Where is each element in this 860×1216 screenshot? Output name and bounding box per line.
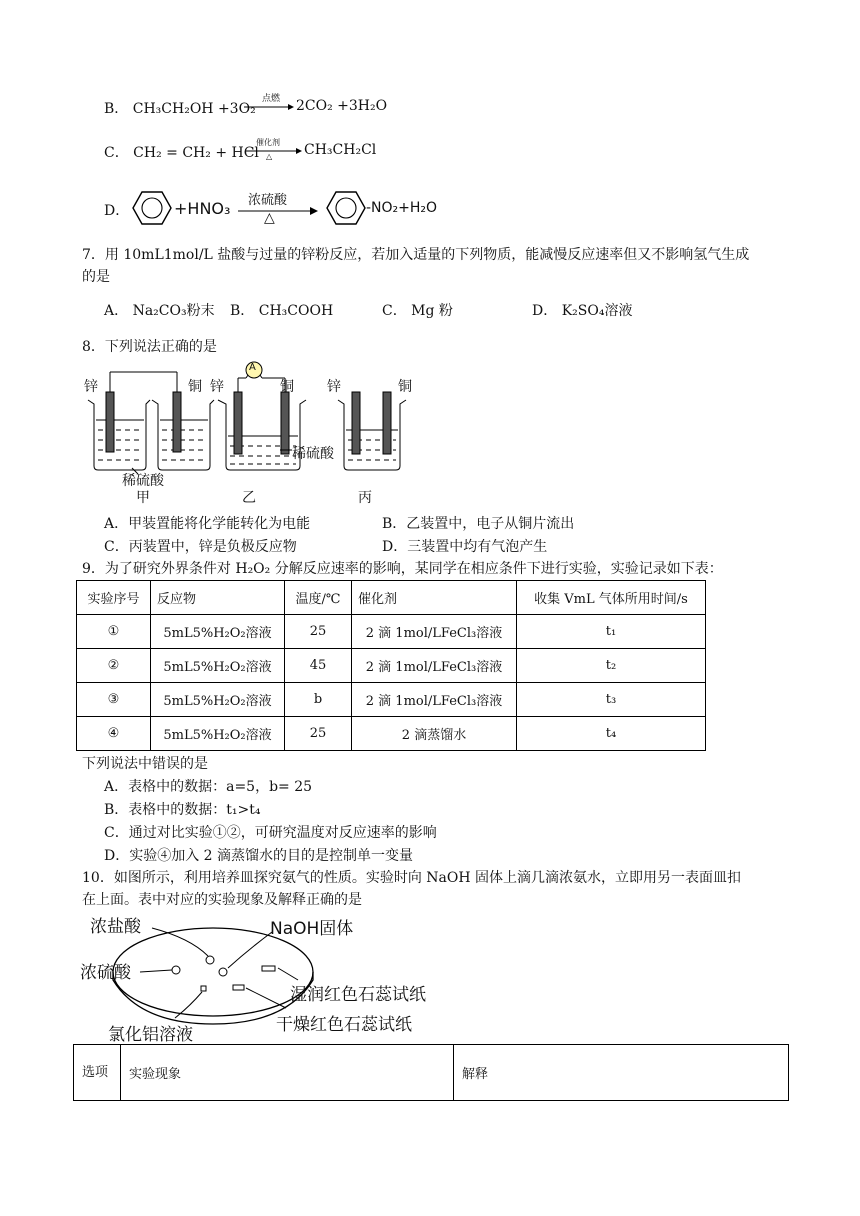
q8-name-yi: 乙 bbox=[242, 490, 256, 506]
q8-bing-cu-label: 铜 bbox=[398, 379, 412, 395]
q7-d-text: K₂SO₄溶液 bbox=[561, 303, 633, 319]
benzene-ring-icon bbox=[132, 190, 172, 226]
q6-d-label: D． bbox=[104, 203, 130, 219]
q7-a-label: A． bbox=[104, 303, 129, 319]
q9-option-a: A．表格中的数据：a=5，b= 25 bbox=[104, 779, 313, 795]
table-header-row bbox=[77, 581, 706, 615]
q8-yi-zn-label: 锌 bbox=[210, 379, 224, 395]
q7-option-d bbox=[532, 300, 632, 320]
q6-d-condition-bottom: △ bbox=[264, 210, 275, 226]
table-row bbox=[77, 683, 706, 717]
q6-b-arrow bbox=[244, 102, 294, 112]
table-header-row bbox=[74, 1045, 789, 1101]
header-cell: 解释 bbox=[454, 1045, 789, 1101]
q7-option-b bbox=[230, 300, 333, 320]
q8-name-bing: 丙 bbox=[358, 490, 372, 506]
q9-option-b: B．表格中的数据：t₁>t₄ bbox=[104, 802, 261, 818]
q10-stem-line1: 10．如图所示，利用培养皿探究氨气的性质。实验时向 NaOH 固体上滴几滴浓氨水，立即用另一表面皿扣 bbox=[82, 870, 741, 886]
q9-option-c: C．通过对比实验①②，可研究温度对反应速率的影响 bbox=[104, 825, 437, 841]
q9-stem: 9．为了研究外界条件对 H₂O₂ 分解反应速率的影响，某同学在相应条件下进行实验，实验记录如下表： bbox=[82, 561, 723, 577]
q8-option-d: D．三装置中均有气泡产生 bbox=[382, 539, 548, 555]
q7-c-text: Mg 粉 bbox=[411, 303, 453, 319]
table-cell: 2 滴蒸馏水 bbox=[352, 717, 517, 751]
q6-d-reagent: +HNO₃ bbox=[174, 199, 231, 218]
table-cell: 5mL5%H₂O₂溶液 bbox=[151, 649, 285, 683]
q10-table bbox=[73, 1044, 789, 1101]
table-cell: 5mL5%H₂O₂溶液 bbox=[151, 683, 285, 717]
table-cell: ① bbox=[77, 615, 151, 649]
q6-c-arrow bbox=[246, 146, 302, 156]
q8-option-a: A．甲装置能将化学能转化为电能 bbox=[104, 516, 311, 532]
q6-c-condition-top: 催化剂 bbox=[256, 138, 280, 147]
q7-b-label: B． bbox=[230, 303, 255, 319]
ammeter-icon: A bbox=[249, 362, 256, 373]
q6-b-label: B． bbox=[104, 101, 129, 117]
q8-jia-cu-label: 铜 bbox=[188, 379, 202, 395]
table-cell: t₃ bbox=[517, 683, 706, 717]
q6-b-rhs: 2CO₂ +3H₂O bbox=[296, 98, 388, 114]
q9-table bbox=[76, 580, 706, 751]
q8-yi-cu-label: 铜 bbox=[280, 379, 294, 395]
q10-label-hcl: 浓盐酸 bbox=[90, 917, 141, 937]
table-cell: 5mL5%H₂O₂溶液 bbox=[151, 717, 285, 751]
q6-option-c bbox=[104, 142, 259, 162]
header-cell: 收集 VmL 气体所用时间/s bbox=[517, 581, 706, 615]
q8-name-jia: 甲 bbox=[136, 490, 150, 506]
table-row bbox=[77, 615, 706, 649]
q6-b-condition: 点燃 bbox=[262, 94, 281, 104]
header-cell: 选项 bbox=[74, 1045, 121, 1101]
q9-after-text: 下列说法中错误的是 bbox=[82, 756, 208, 772]
q10-stem-line2: 在上面。表中对应的实验现象及解释正确的是 bbox=[82, 892, 362, 908]
q10-label-naoh: NaOH固体 bbox=[270, 919, 354, 939]
header-cell: 实验序号 bbox=[77, 581, 151, 615]
q8-stem: 8．下列说法正确的是 bbox=[82, 339, 217, 355]
table-cell: 25 bbox=[285, 615, 352, 649]
table-cell: ③ bbox=[77, 683, 151, 717]
header-cell: 催化剂 bbox=[352, 581, 517, 615]
q7-d-label: D． bbox=[532, 303, 558, 319]
q8-option-c: C．丙装置中，锌是负极反应物 bbox=[104, 539, 297, 555]
table-cell: t₂ bbox=[517, 649, 706, 683]
q8-bing-zn-label: 锌 bbox=[327, 379, 341, 395]
table-row bbox=[77, 649, 706, 683]
header-cell: 反应物 bbox=[151, 581, 285, 615]
header-cell: 实验现象 bbox=[121, 1045, 454, 1101]
q7-stem-line1: 7．用 10mL1mol/L 盐酸与过量的锌粉反应，若加入适量的下列物质，能减慢反应速率但又不影响氢气生成 bbox=[82, 247, 750, 263]
q7-option-a bbox=[104, 300, 215, 320]
q9-option-d: D．实验④加入 2 滴蒸馏水的目的是控制单一变量 bbox=[104, 848, 414, 864]
q7-stem-line2: 的是 bbox=[82, 269, 110, 285]
q10-label-h2so4: 浓硫酸 bbox=[80, 963, 131, 983]
q10-label-wet-paper: 湿润红色石蕊试纸 bbox=[290, 985, 426, 1005]
q7-b-text: CH₃COOH bbox=[258, 303, 334, 319]
q6-c-condition-bottom: △ bbox=[266, 152, 273, 161]
q6-c-lhs: CH₂ = CH₂ + HCl bbox=[133, 145, 259, 161]
q8-yi-acid-label: 稀硫酸 bbox=[292, 446, 334, 462]
table-row bbox=[77, 717, 706, 751]
q8-jia-zn-label: 锌 bbox=[84, 379, 98, 395]
header-cell: 温度/℃ bbox=[285, 581, 352, 615]
table-cell: t₁ bbox=[517, 615, 706, 649]
table-cell: 45 bbox=[285, 649, 352, 683]
table-cell: 2 滴 1mol/LFeCl₃溶液 bbox=[352, 615, 517, 649]
q6-d-product: -NO₂+H₂O bbox=[366, 200, 438, 216]
table-cell: b bbox=[285, 683, 352, 717]
q6-c-label: C． bbox=[104, 145, 129, 161]
table-cell: ④ bbox=[77, 717, 151, 751]
q6-c-rhs: CH₃CH₂Cl bbox=[304, 142, 377, 158]
benzene-ring-icon bbox=[326, 190, 366, 226]
table-cell: 5mL5%H₂O₂溶液 bbox=[151, 615, 285, 649]
q8-option-b: B．乙装置中，电子从铜片流出 bbox=[382, 516, 575, 532]
q8-jia-acid-label: 稀硫酸 bbox=[122, 473, 164, 489]
table-cell: 2 滴 1mol/LFeCl₃溶液 bbox=[352, 649, 517, 683]
q6-d-condition-top: 浓硫酸 bbox=[248, 193, 288, 208]
table-cell: t₄ bbox=[517, 717, 706, 751]
table-cell: ② bbox=[77, 649, 151, 683]
q10-label-dry-paper: 干燥红色石蕊试纸 bbox=[276, 1015, 412, 1035]
q7-option-c bbox=[382, 300, 453, 320]
q6-d-arrow bbox=[238, 206, 318, 216]
table-cell: 2 滴 1mol/LFeCl₃溶液 bbox=[352, 683, 517, 717]
q10-label-alcl3: 氯化铝溶液 bbox=[108, 1025, 193, 1045]
q6-b-lhs: CH₃CH₂OH +3O₂ bbox=[132, 101, 256, 117]
q7-c-label: C． bbox=[382, 303, 407, 319]
q7-a-text: Na₂CO₃粉末 bbox=[132, 303, 215, 319]
table-cell: 25 bbox=[285, 717, 352, 751]
q6-option-b bbox=[104, 98, 256, 118]
